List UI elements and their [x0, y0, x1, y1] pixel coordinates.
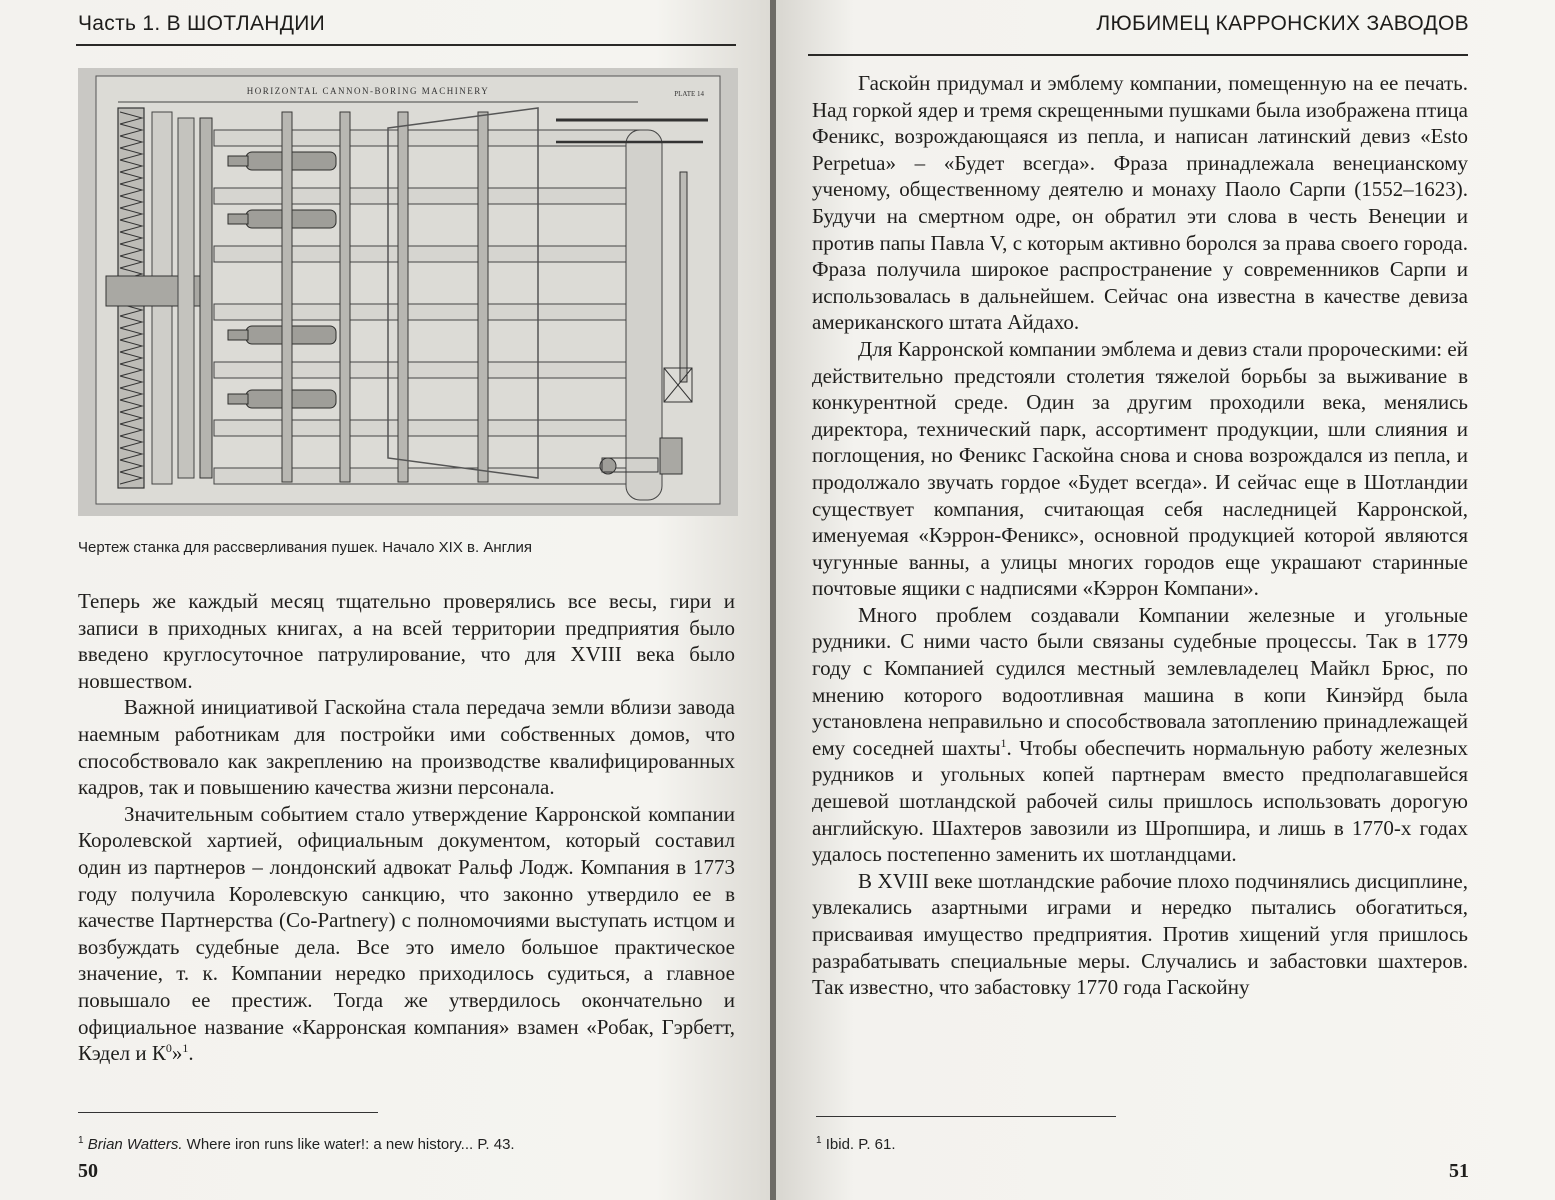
- left-paragraph-3-text: Значительным событием стало утверждение Карронской компании Королевской хартией, официальным документом, который составил один из партнеров – лондонский адвокат Ральф Лодж. Компания в 1773 году получила Королевскую санкцию, что законно утвердило ее в качестве Партнерства (Co-Partnery) с полномочиями выступать истцом и возбуждать судебные дела. Все это имело большое практическое значение, т. к. Компании нередко приходилось судиться, а главное повышало ее престиж. Тогда же утвердилось окончательно и официальное название «Карронская компания» взамен «Робак, Гэрбетт, Кэдел и К: [78, 801, 735, 1066]
- header-rule-right: [808, 54, 1468, 56]
- header-rule-left: [76, 44, 736, 46]
- footnote-ref-left[interactable]: 1: [182, 1041, 189, 1056]
- footnote-text-left: Where iron runs like water!: a new history... P. 43.: [182, 1136, 515, 1153]
- footnote-mark-right: 1: [816, 1135, 822, 1146]
- footnote-rule-right: [816, 1116, 1116, 1117]
- right-paragraph-4: В XVIII веке шотландские рабочие плохо подчинялись дисциплине, увлекались азартными играми и нередко пытались обогатиться, присваивая имущество предприятия. Против хищений угля пришлось разрабатывать специальные меры. Случались и забастовки шахтеров. Так известно, что забастовку 1770 года Гаскойну: [812, 868, 1468, 1000]
- footnote-rule-left: [78, 1112, 378, 1113]
- cross-member: [478, 112, 488, 482]
- left-paragraph-3: Значительным событием стало утверждение Карронской компании Королевской хартией, официальным документом, который составил один из партнеров – лондонский адвокат Ральф Лодж. Компания в 1773 году получила Королевскую санкцию, что законно утвердило ее в качестве Партнерства (Co-Partnery) с полномочиями выступать истцом и возбуждать судебные дела. Все это имело большое практическое значение, т. к. Компании нередко приходилось судиться, а главное повышало ее престиж. Тогда же утвердилось окончательно и официальное название «Карронская компания» взамен «Робак, Гэрбетт, Кэдел и $К^0»^1$.: [78, 801, 735, 1066]
- figure-caption: Чертеж станка для рассверливания пушек. Начало XIX в. Англия: [78, 539, 532, 556]
- footnote-author: Brian Watters.: [87, 1136, 183, 1153]
- page-number-left: 50: [78, 1160, 98, 1182]
- footnote-ref-right[interactable]: 1: [1000, 735, 1007, 750]
- right-paragraph-2: Для Карронской компании эмблема и девиз стали пророческими: ей действительно предстояли столетия тяжелой борьбы за выживание в конкурентной среде. Один за другим проходили века, менялись директора, технический парк, ассортимент продукции, шли слияния и поглощения, но Феникс Гаскойна снова и снова возрождался из пепла, и продолжало звучать гордое «Будет всегда». И сейчас еще в Шотландии существует компания, считающая себя наследницей Карронской, именуемая «Кэррон-Феникс», основной продукцией которой являются чугунные ванны, а улицы многих городов еще украшают старинные почтовые ящики с надписями «Кэррон Компани».: [812, 336, 1468, 601]
- frame-rail: [214, 188, 644, 204]
- cross-member: [282, 112, 292, 482]
- running-head-left: Часть 1. В ШОТЛАНДИИ: [78, 12, 326, 35]
- left-paragraph-2: Важной инициативой Гаскойна стала передача земли вблизи завода наемным работникам для постройки ими собственных домов, что способствовало как закреплению на производстве квалифицированных кадров, так и повышению качества жизни персонала.: [78, 695, 735, 800]
- cross-member: [398, 112, 408, 482]
- engraving-figure: [78, 68, 738, 516]
- cannon-breech: [228, 156, 248, 166]
- left-paragraph-3-end: »: [171, 1041, 183, 1066]
- right-body: [812, 70, 1468, 1001]
- page-number-right: 51: [1449, 1160, 1469, 1182]
- frame-rail: [214, 468, 644, 484]
- left-body: [78, 588, 735, 1067]
- frame-rail: [214, 362, 644, 378]
- frame-rail: [214, 246, 644, 262]
- cannon-breech: [228, 330, 248, 340]
- right-paragraph-3-text: Много проблем создавали Компании железные и угольные рудники. С ними часто были связаны судебные процессы. Так в 1779 году с Компанией судился местный землевладелец Майкл Брюс, по мнению которого водоотливная машина в копи Кинэйрд была установлена неправильно и способствовала затоплению принадлежащей ему соседней шахты: [812, 602, 1468, 760]
- footnote-left: [78, 1136, 515, 1153]
- figure-title: HORIZONTAL CANNON-BORING MACHINERY: [246, 86, 490, 96]
- running-head-right: ЛЮБИМЕЦ КАРРОНСКИХ ЗАВОДОВ: [1096, 12, 1469, 35]
- cannon-boring-machine-engraving: [78, 68, 738, 516]
- right-paragraph-3: [812, 602, 1468, 868]
- footnote-text-right: Ibid. P. 61.: [821, 1136, 896, 1153]
- frame-rail: [214, 130, 644, 146]
- cannon-breech: [228, 394, 248, 404]
- left-paragraph-1: Теперь же каждый месяц тщательно проверялись все весы, гири и записи в приходных книгах, а на всей территории предприятия было введено круглосуточное патрулирование, что для XVIII века было новшеством.: [78, 589, 735, 693]
- right-page: [776, 0, 1555, 1200]
- left-page: [0, 0, 772, 1200]
- right-paragraph-1: Гаскойн придумал и эмблему компании, помещенную на ее печать. Над горкой ядер и тремя скрещенными пушками была изображена птица Феникс, возрождающаяся из пепла, и написан латинский девиз «Esto Perpetua» – «Будет всегда». Фраза принадлежала венецианскому ученому, общественному деятелю и монаху Паоло Сарпи (1552–1623). Будучи на смертном одре, он обратил эти слова в честь Венеции и против папы Павла V, с которым активно боролся за права своего города. Фраза получила широкое распространение у современников Сарпи и использовалась в дальнейшем. Сейчас она известна в качестве девиза американского штата Айдахо.: [812, 71, 1468, 335]
- frame-rail: [214, 304, 644, 320]
- right-paragraph-3-end: . Чтобы обеспечить нормальную работу железных рудников и угольных копей партнерам вместо предполагавшейся дешевой шотландской рабочей силы пришлось использовать дорогую английскую. Шахтеров завозили из Шропшира, и лишь в 1770-х годах удалось постепенно заменить их шотландцами.: [812, 735, 1468, 867]
- superscript-k: 0: [165, 1041, 172, 1056]
- footnote-mark-left: 1: [78, 1135, 84, 1146]
- cannon-breech: [228, 214, 248, 224]
- frame-rail: [214, 420, 644, 436]
- cross-member: [340, 112, 350, 482]
- footnote-right: [816, 1136, 896, 1153]
- figure-plate: PLATE 14: [674, 90, 704, 98]
